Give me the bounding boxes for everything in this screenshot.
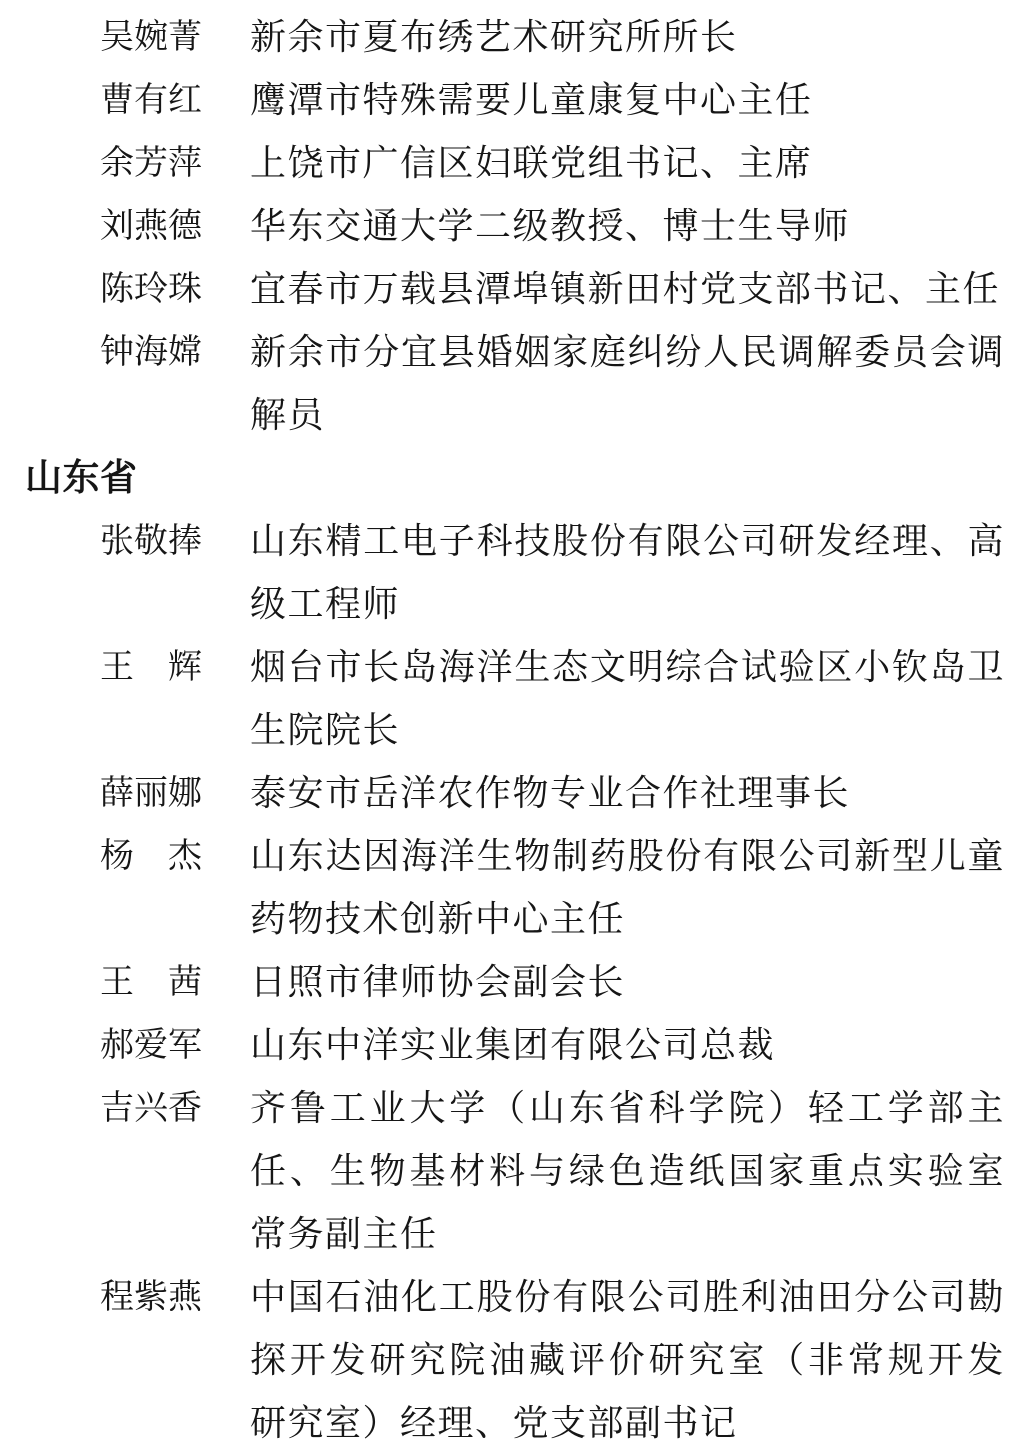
- person-title-line: 日照市律师协会副会长: [250, 962, 626, 1002]
- person-name: 吴婉菁: [100, 19, 202, 56]
- person-title: [250, 1014, 1005, 1077]
- person-name: 陈玲珠: [100, 271, 202, 308]
- person-title-line: 泰安市岳洋农作物专业合作社理事长: [250, 773, 851, 813]
- person-title: [250, 69, 1005, 132]
- person-title: [250, 321, 1005, 447]
- person-name: 余芳萍: [100, 145, 202, 182]
- person-title-line: 烟台市长岛海洋生态文明综合试验区小钦岛卫: [250, 647, 1005, 687]
- roster-entry: [0, 1077, 1025, 1266]
- roster-entry: [0, 132, 1025, 195]
- roster-entry: [0, 1266, 1025, 1455]
- person-name: 王 茜: [100, 964, 202, 1001]
- person-name: 张敬捧: [100, 523, 202, 560]
- person-name: 杨 杰: [100, 838, 202, 875]
- person-title: [250, 762, 1005, 825]
- person-name: 钟海嫦: [100, 334, 202, 371]
- person-title-line: 探开发研究院油藏评价研究室（非常规开发: [250, 1340, 1005, 1380]
- roster-entry: [0, 510, 1025, 636]
- person-title-line: 中国石油化工股份有限公司胜利油田分公司勘: [250, 1277, 1005, 1317]
- person-title-line: 新余市夏布绣艺术研究所所长: [250, 17, 738, 57]
- person-name: 吉兴香: [100, 1090, 202, 1127]
- person-title-line: 山东精工电子科技股份有限公司研发经理、高: [250, 521, 1005, 561]
- person-title: [250, 195, 1005, 258]
- person-name: 曹有红: [100, 82, 202, 119]
- person-title: [250, 1077, 1005, 1266]
- person-title: [250, 1266, 1005, 1455]
- person-title-line: 级工程师: [250, 584, 401, 624]
- person-title-line: 解员: [250, 395, 326, 435]
- roster-entry: [0, 195, 1025, 258]
- person-title-line: 研究室）经理、党支部副书记: [250, 1403, 738, 1443]
- person-name: 郝爱军: [100, 1027, 202, 1064]
- person-title: [250, 6, 1005, 69]
- roster-section-shandong: [0, 510, 1025, 1455]
- person-title-line: 新余市分宜县婚姻家庭纠纷人民调解委员会调: [250, 332, 1005, 372]
- person-title-line: 常务副主任: [250, 1214, 438, 1254]
- roster-entry: [0, 1014, 1025, 1077]
- person-title: [250, 951, 1005, 1014]
- person-title-line: 山东中洋实业集团有限公司总裁: [250, 1025, 776, 1065]
- person-title-line: 齐鲁工业大学（山东省科学院）轻工学部主: [250, 1088, 1005, 1128]
- person-title-line: 上饶市广信区妇联党组书记、主席: [250, 143, 813, 183]
- person-title-line: 任、生物基材料与绿色造纸国家重点实验室: [250, 1151, 1005, 1191]
- person-title-line: 药物技术创新中心主任: [250, 899, 626, 939]
- person-title: [250, 636, 1005, 762]
- roster-entry: [0, 825, 1025, 951]
- roster-entry: [0, 951, 1025, 1014]
- person-title-line: 山东达因海洋生物制药股份有限公司新型儿童: [250, 836, 1005, 876]
- person-title-line: 鹰潭市特殊需要儿童康复中心主任: [250, 80, 813, 120]
- person-title: [250, 510, 1005, 636]
- person-name: 刘燕德: [100, 208, 202, 245]
- roster-section-jiangxi: [0, 6, 1025, 447]
- person-title-line: 华东交通大学二级教授、博士生导师: [250, 206, 851, 246]
- roster-entry: [0, 69, 1025, 132]
- person-name: 薛丽娜: [100, 775, 202, 812]
- roster-entry: [0, 636, 1025, 762]
- person-title: [250, 258, 1005, 321]
- person-title-line: 宜春市万载县潭埠镇新田村党支部书记、主任: [250, 269, 1001, 309]
- person-name: 王 辉: [100, 649, 202, 686]
- person-title: [250, 825, 1005, 951]
- person-title: [250, 132, 1005, 195]
- person-title-line: 生院院长: [250, 710, 401, 750]
- roster-entry: [0, 6, 1025, 69]
- roster-entry: [0, 762, 1025, 825]
- roster-entry: [0, 321, 1025, 447]
- roster-entry: [0, 258, 1025, 321]
- province-header-shandong: 山东省: [25, 458, 138, 499]
- person-name: 程紫燕: [100, 1279, 202, 1316]
